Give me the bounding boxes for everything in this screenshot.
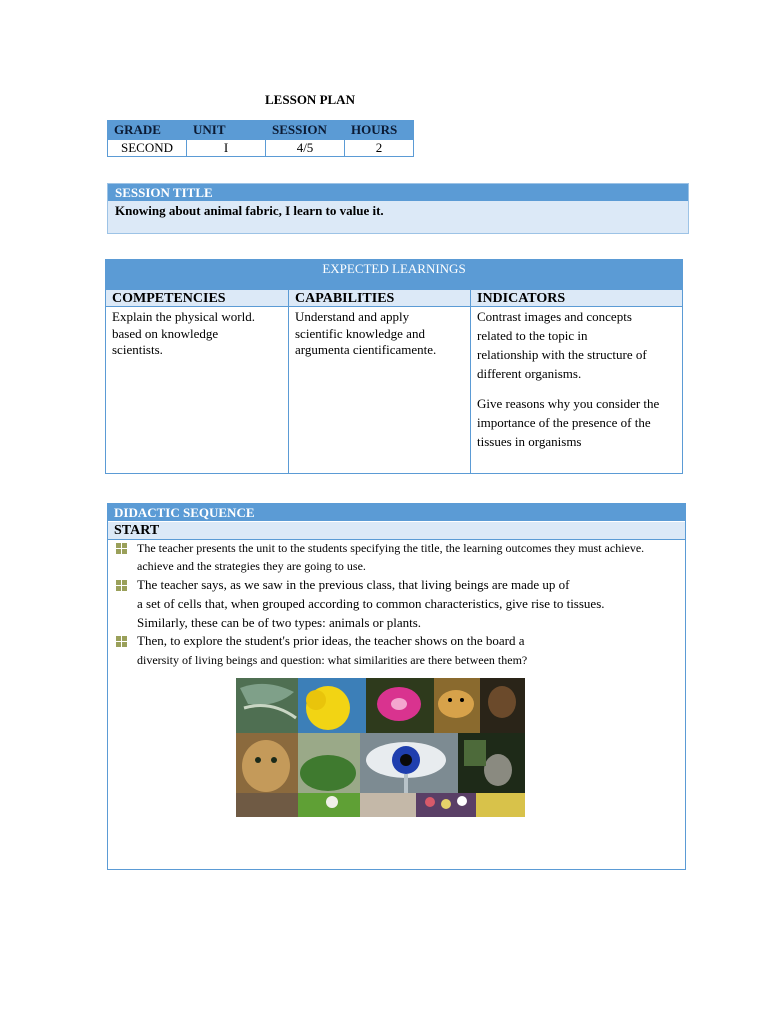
cell-line: Give reasons why you consider the [477, 396, 660, 411]
bullet-icon [116, 580, 127, 591]
sequence-line: diversity of living beings and question: what similarities are there between them? [137, 653, 528, 667]
value-grade: SECOND [108, 140, 187, 157]
column-divider [470, 289, 471, 473]
expected-learnings-label: EXPECTED LEARNINGS [106, 260, 682, 289]
collage-graphic [236, 678, 525, 817]
header-hours: HOURS [345, 121, 414, 140]
bullet-icon [116, 543, 127, 554]
competencies-cell [112, 309, 255, 359]
cell-line: based on knowledge [112, 325, 219, 341]
cell-line: argumenta cientificamente. [295, 342, 437, 357]
lesson-info-table [107, 120, 414, 157]
sequence-line: The teacher presents the unit to the students specifying the title, the learning outcomes they must achieve. [137, 541, 645, 555]
column-indicators: INDICATORS [471, 289, 682, 307]
header-unit: UNIT [187, 121, 266, 140]
cell-line: related to the topic in [477, 328, 588, 343]
cell-line: different organisms. [477, 366, 582, 381]
cell-line: Contrast images and concepts [477, 309, 632, 324]
document-title: LESSON PLAN [265, 92, 355, 107]
session-title-label: SESSION TITLE [108, 184, 688, 201]
cell-line: relationship with the structure of [477, 347, 647, 362]
column-capabilities: CAPABILITIES [289, 289, 471, 307]
column-competencies: COMPETENCIES [106, 289, 289, 307]
didactic-sequence-box [107, 503, 686, 870]
cell-line: Explain the physical world. [112, 309, 255, 324]
session-title-box [107, 183, 689, 234]
sequence-line: The teacher says, as we saw in the previous class, that living beings are made up of [137, 577, 570, 592]
indicators-cell [477, 307, 659, 451]
sequence-line: Similarly, these can be of two types: animals or plants. [137, 615, 422, 630]
capabilities-cell [295, 309, 436, 359]
cell-line: tissues in organisms [477, 434, 582, 449]
value-session: 4/5 [266, 140, 345, 157]
sequence-line: a set of cells that, when grouped according to common characteristics, give rise to tissues. [137, 596, 605, 611]
value-hours: 2 [345, 140, 414, 157]
start-label: START [108, 522, 685, 540]
cell-line: importance of the presence of the [477, 415, 651, 430]
sequence-line: achieve and the strategies they are going to use. [137, 559, 366, 573]
expected-learnings-table [105, 259, 683, 474]
cell-line: Understand and apply [295, 309, 410, 324]
cell-line: scientists. [112, 342, 163, 357]
info-header-row [108, 121, 414, 140]
living-beings-collage-image [236, 678, 525, 817]
column-divider [288, 289, 289, 473]
header-session: SESSION [266, 121, 345, 140]
value-unit: I [187, 140, 266, 157]
session-title-text: Knowing about animal fabric, I learn to value it. [115, 203, 384, 218]
sequence-line: Then, to explore the student's prior ideas, the teacher shows on the board a [137, 633, 525, 648]
info-value-row [108, 140, 414, 157]
didactic-sequence-label: DIDACTIC SEQUENCE [108, 504, 685, 521]
cell-line: scientific knowledge and [295, 325, 425, 341]
header-grade: GRADE [108, 121, 187, 140]
bullet-icon [116, 636, 127, 647]
